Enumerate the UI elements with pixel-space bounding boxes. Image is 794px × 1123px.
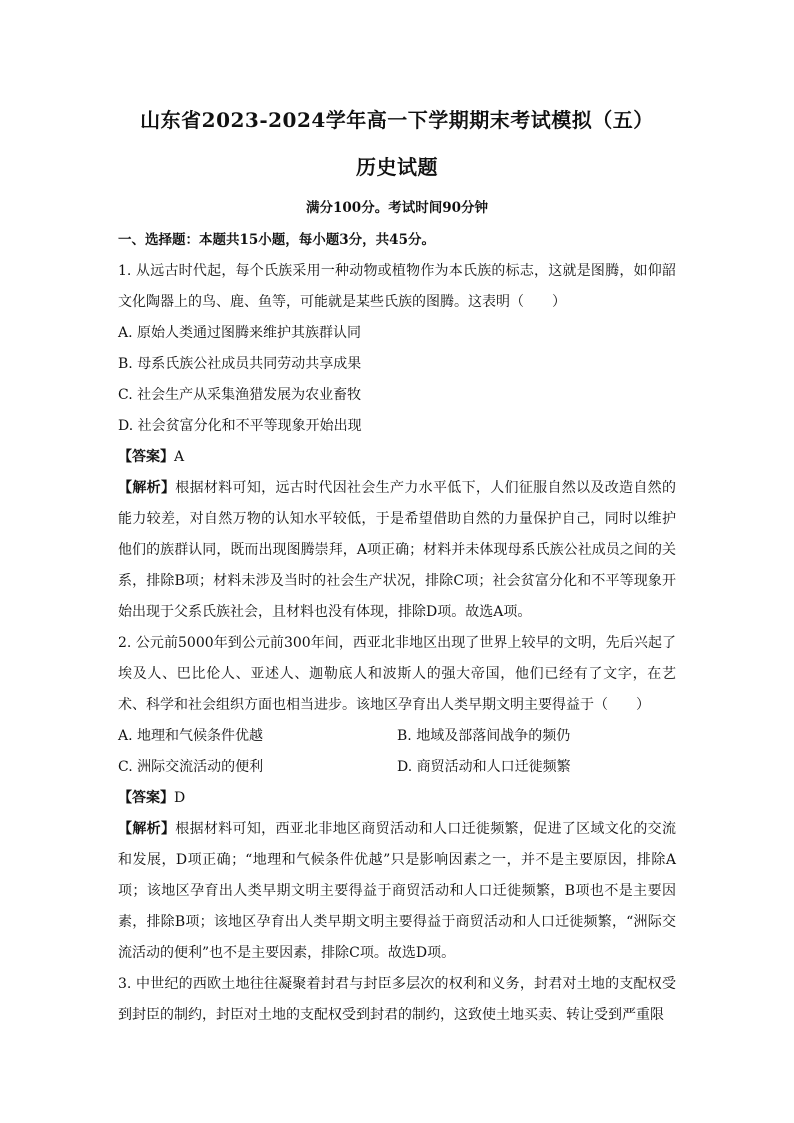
question-2-options-row-2: [118, 752, 676, 783]
question-1-option-d: D. 社会贫富分化和不平等现象开始出现: [118, 418, 362, 434]
analysis-label: 【解析】: [118, 480, 176, 496]
exam-meta: 满分100分。考试时间90分钟: [306, 200, 488, 216]
question-2-answer: [118, 783, 676, 814]
question-2-stem: 2. 公元前5000年到公元前300年间，西亚北非地区出现了世界上较早的文明，先后兴起了埃及人、巴比伦人、亚述人、迦勒底人和波斯人的强大帝国，他们已经有了文字，在艺术、科学和社会组织方面也相当进步。该地区孕育出人类早期文明主要得益于（ ）: [118, 635, 676, 713]
answer-label: 【答案】: [118, 449, 174, 465]
question-1-analysis: [118, 473, 676, 628]
answer-value: D: [174, 790, 186, 806]
question-1-stem: 1. 从远古时代起，每个氏族采用一种动物或植物作为本氏族的标志，这就是图腾，如仰韶文化陶器上的鸟、鹿、鱼等，可能就是某些氏族的图腾。这表明（ ）: [118, 263, 676, 310]
exam-title: 山东省2023-2024学年高一下学期期末考试模拟（五）: [140, 108, 654, 132]
section-heading: 一、选择题：本题共15小题，每小题3分，共45分。: [118, 232, 435, 248]
question-1-option-b: B. 母系氏族公社成员共同劳动共享成果: [118, 356, 362, 372]
question-2-options-row-1: [118, 721, 676, 752]
question-2-option-a: A. 地理和气候条件优越: [118, 728, 264, 744]
answer-label: 【答案】: [118, 790, 174, 806]
question-1-option-c: C. 社会生产从采集渔猎发展为农业畜牧: [118, 387, 362, 403]
exam-subtitle: 历史试题: [356, 155, 438, 179]
question-2-option-c: C. 洲际交流活动的便利: [118, 759, 264, 775]
answer-value: A: [174, 449, 185, 465]
question-2-option-b: B. 地域及部落间战争的频仍: [397, 728, 571, 744]
question-1-answer: [118, 442, 676, 473]
analysis-text: 根据材料可知，远古时代因社会生产力水平低下，人们征服自然以及改造自然的能力较差，对自然万物的认知水平较低，于是希望借助自然的力量保护自己，同时以维护他们的族群认同，既而出现图腾崇拜，A项正确；材料并未体现母系氏族公社成员之间的关系，排除B项；材料未涉及当时的社会生产状况，排除C项；社会贫富分化和不平等现象开始出现于父系氏族社会，且材料也没有体现，排除D项。故选A项。: [118, 480, 677, 620]
analysis-label: 【解析】: [118, 821, 176, 837]
question-1-option-a: A. 原始人类通过图腾来维护其族群认同: [118, 325, 362, 341]
question-2-analysis: [118, 814, 676, 969]
question-2-option-d: D. 商贸活动和人口迁徙频繁: [397, 759, 571, 775]
question-3-stem: 3. 中世纪的西欧土地往往凝聚着封君与封臣多层次的权利和义务，封君对土地的支配权受到封臣的制约，封臣对土地的支配权受到封君的制约，这致使土地买卖、转让受到严重限: [118, 976, 676, 1023]
analysis-text: 根据材料可知，西亚北非地区商贸活动和人口迁徙频繁，促进了区域文化的交流和发展，D项正确；“地理和气候条件优越”只是影响因素之一，并不是主要原因，排除A项；该地区孕育出人类早期文明主要得益于商贸活动和人口迁徙频繁，B项也不是主要因素，排除B项；该地区孕育出人类早期文明主要得益于商贸活动和人口迁徙频繁，“洲际交流活动的便利”也不是主要因素，排除C项。故选D项。: [118, 821, 677, 961]
